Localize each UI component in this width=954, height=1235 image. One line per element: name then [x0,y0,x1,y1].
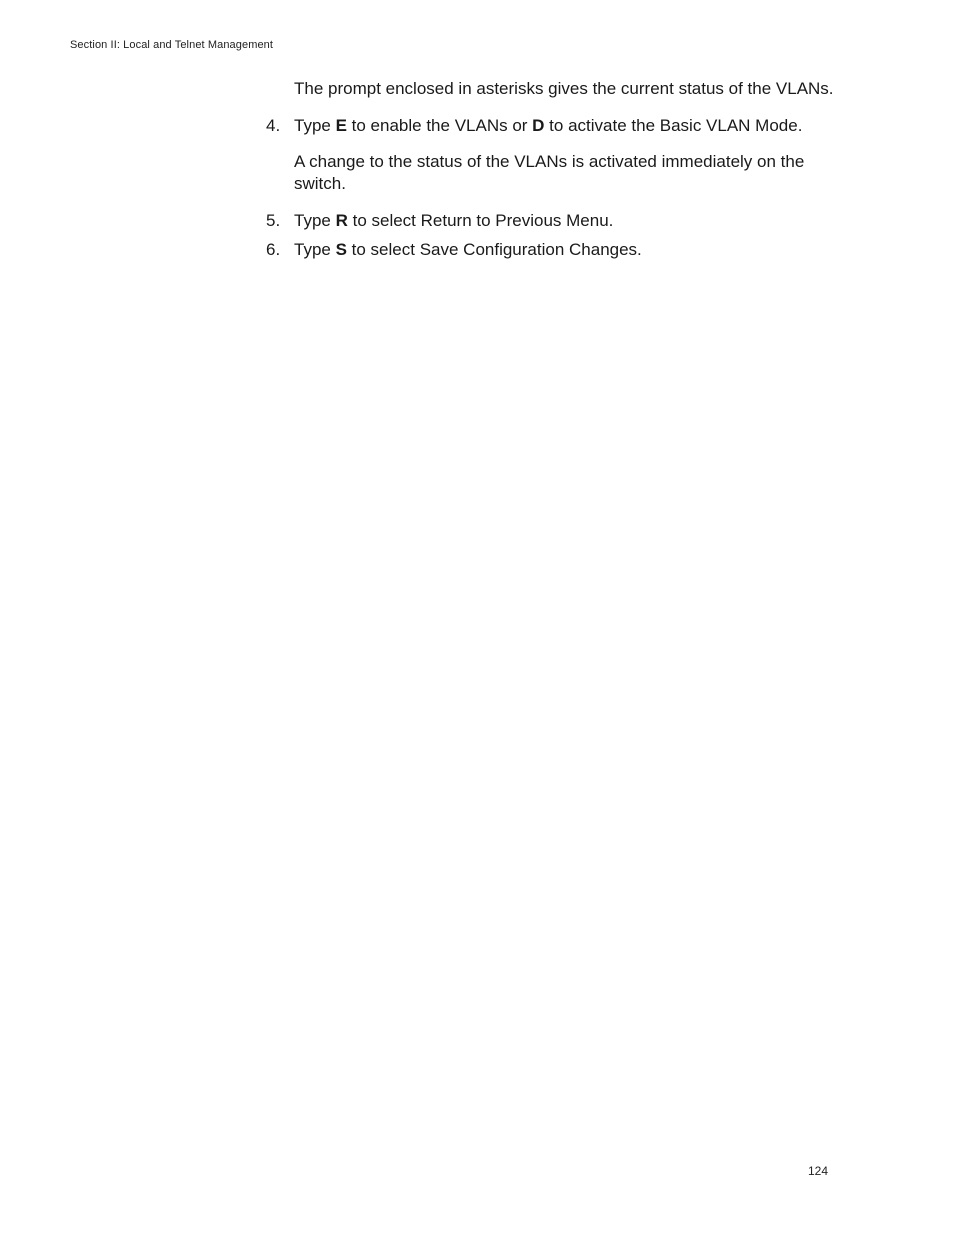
step-text-part: to select Return to Previous Menu. [347,211,614,230]
step-4 [266,115,836,137]
step-text-part: to enable the VLANs or [346,116,533,135]
step-number: 4. [266,116,281,135]
key-r: R [335,211,348,230]
intro-paragraph: The prompt enclosed in asterisks gives the current status of the VLANs. [294,79,834,98]
step-number: 5. [266,211,281,230]
step-text-part: Type [294,240,336,259]
step-4-note: A change to the status of the VLANs is activated immediately on the switch. [294,152,805,193]
instructions-body [266,78,836,261]
step-text-part: to activate the Basic VLAN Mode. [544,116,803,135]
step-text-part: to select Save Configuration Changes. [346,240,642,259]
key-e: E [335,116,347,135]
step-text [294,115,836,137]
step-number: 6. [266,240,281,259]
step-text-part: Type [294,211,336,230]
step-text [294,239,836,261]
page-number: 124 [808,1164,829,1178]
step-text [294,210,836,232]
step-text-part: Type [294,116,336,135]
step-6 [266,239,836,261]
key-s: S [335,240,347,259]
key-d: D [532,116,545,135]
running-header: Section II: Local and Telnet Management [70,39,274,51]
step-5 [266,210,836,232]
